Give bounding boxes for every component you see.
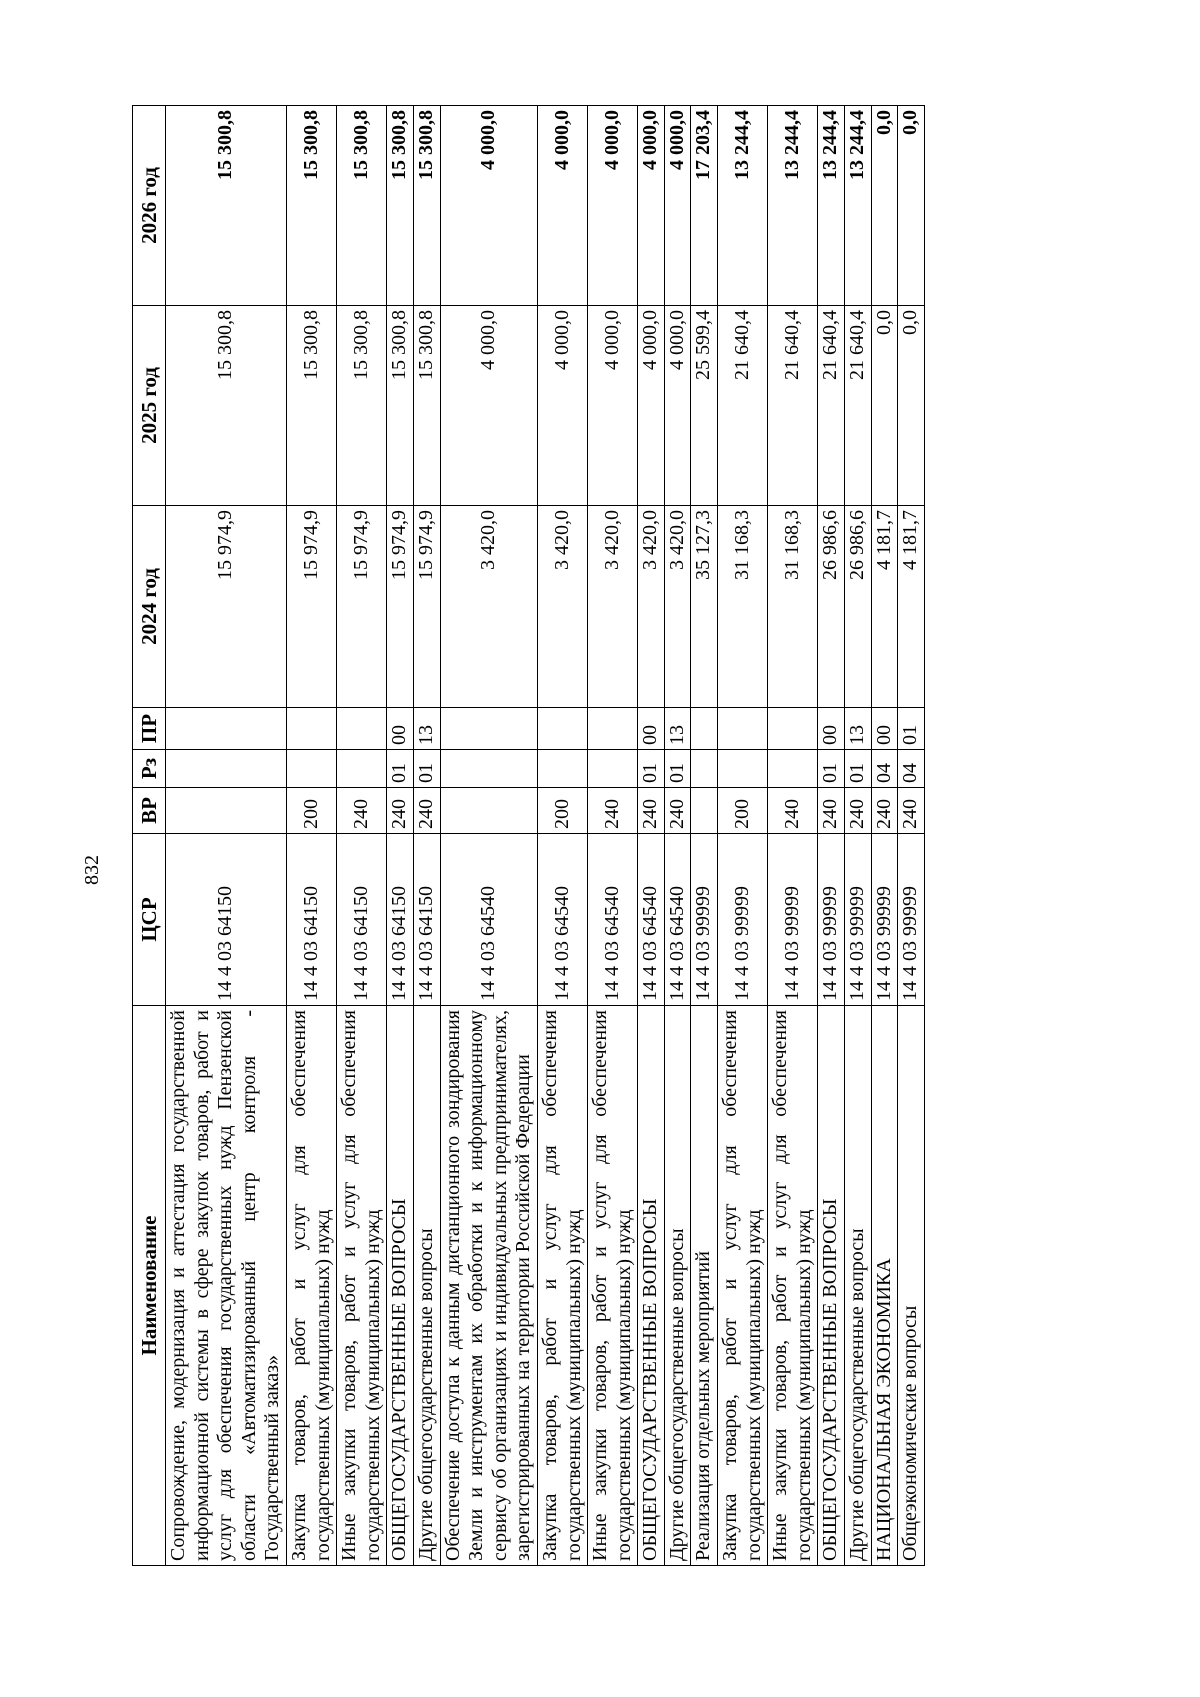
cell-2024: 31 168,3: [718, 506, 768, 708]
cell-pr: [588, 708, 638, 750]
cell-2025: 4 000,0: [638, 306, 665, 506]
cell-2025: 15 300,8: [413, 306, 440, 506]
cell-pr: 13: [664, 708, 691, 750]
table-row: [413, 106, 440, 1566]
rotated-table-container: [132, 106, 1072, 1566]
table-row: [537, 106, 587, 1566]
header-2024: 2024 год: [133, 506, 166, 708]
cell-2026: 13 244,4: [768, 106, 818, 306]
cell-2026: 17 203,4: [691, 106, 718, 306]
cell-2025: 21 640,4: [845, 306, 872, 506]
cell-name: Закупка товаров, работ и услуг для обеспечения государственных (муниципальных) нужд: [718, 1006, 768, 1566]
cell-2024: 35 127,3: [691, 506, 718, 708]
cell-2025: 15 300,8: [166, 306, 287, 506]
table-row: [337, 106, 387, 1566]
cell-rz: [588, 750, 638, 788]
cell-pr: [768, 708, 818, 750]
cell-vr: 240: [413, 788, 440, 834]
table-row: [818, 106, 845, 1566]
cell-vr: 240: [845, 788, 872, 834]
cell-vr: 240: [337, 788, 387, 834]
cell-rz: [286, 750, 336, 788]
cell-rz: [166, 750, 287, 788]
cell-2024: 15 974,9: [286, 506, 336, 708]
cell-pr: 00: [387, 708, 414, 750]
cell-csr: 14 4 03 64540: [440, 834, 537, 1006]
header-2026: 2026 год: [133, 106, 166, 306]
cell-vr: [166, 788, 287, 834]
cell-vr: 200: [286, 788, 336, 834]
cell-rz: [718, 750, 768, 788]
cell-csr: 14 4 03 99999: [718, 834, 768, 1006]
cell-2025: 21 640,4: [768, 306, 818, 506]
table-row: [286, 106, 336, 1566]
cell-2026: 13 244,4: [818, 106, 845, 306]
cell-vr: 240: [638, 788, 665, 834]
cell-2026: 15 300,8: [387, 106, 414, 306]
cell-csr: 14 4 03 64150: [286, 834, 336, 1006]
budget-table: [132, 105, 925, 1566]
cell-2024: 26 986,6: [845, 506, 872, 708]
cell-rz: 04: [898, 750, 925, 788]
cell-2025: 0,0: [898, 306, 925, 506]
cell-2025: 21 640,4: [818, 306, 845, 506]
cell-2024: 26 986,6: [818, 506, 845, 708]
cell-name: Закупка товаров, работ и услуг для обеспечения государственных (муниципальных) нужд: [537, 1006, 587, 1566]
cell-csr: 14 4 03 99999: [768, 834, 818, 1006]
cell-2024: 4 181,7: [898, 506, 925, 708]
cell-csr: 14 4 03 64540: [638, 834, 665, 1006]
cell-csr: 14 4 03 64540: [537, 834, 587, 1006]
cell-name: Общеэкономические вопросы: [898, 1006, 925, 1566]
cell-2024: 15 974,9: [413, 506, 440, 708]
cell-vr: 200: [718, 788, 768, 834]
table-row: [664, 106, 691, 1566]
cell-rz: 01: [387, 750, 414, 788]
cell-pr: [440, 708, 537, 750]
cell-name: Реализация отдельных мероприятий: [691, 1006, 718, 1566]
header-row: [133, 106, 166, 1566]
cell-name: Сопровождение, модернизация и аттестация государственной информационной системы в сфере закупок товаров, работ и услуг для обеспечения государственных нужд Пензенской области «Автоматизированный центр контроля - Государственный заказ»: [166, 1006, 287, 1566]
cell-csr: 14 4 03 64150: [337, 834, 387, 1006]
table-row: [898, 106, 925, 1566]
cell-2024: 3 420,0: [664, 506, 691, 708]
table-row: [387, 106, 414, 1566]
cell-2024: 3 420,0: [638, 506, 665, 708]
table-row: [638, 106, 665, 1566]
cell-name: Закупка товаров, работ и услуг для обеспечения государственных (муниципальных) нужд: [286, 1006, 336, 1566]
table-row: [691, 106, 718, 1566]
table-row: [440, 106, 537, 1566]
cell-vr: 240: [898, 788, 925, 834]
cell-2026: 4 000,0: [588, 106, 638, 306]
table-row: [588, 106, 638, 1566]
page-number: 832: [81, 855, 103, 885]
header-csr: ЦСР: [133, 834, 166, 1006]
cell-2026: 15 300,8: [413, 106, 440, 306]
cell-name: Иные закупки товаров, работ и услуг для обеспечения государственных (муниципальных) нужд: [588, 1006, 638, 1566]
cell-2024: 3 420,0: [440, 506, 537, 708]
cell-vr: 240: [387, 788, 414, 834]
cell-2026: 15 300,8: [166, 106, 287, 306]
cell-2025: 4 000,0: [588, 306, 638, 506]
cell-name: Другие общегосударственные вопросы: [664, 1006, 691, 1566]
cell-pr: [286, 708, 336, 750]
cell-vr: [691, 788, 718, 834]
cell-name: Иные закупки товаров, работ и услуг для обеспечения государственных (муниципальных) нужд: [337, 1006, 387, 1566]
cell-pr: [718, 708, 768, 750]
cell-pr: 00: [871, 708, 898, 750]
cell-2025: 15 300,8: [286, 306, 336, 506]
cell-rz: [337, 750, 387, 788]
cell-pr: 13: [413, 708, 440, 750]
cell-2024: 4 181,7: [871, 506, 898, 708]
cell-2026: 0,0: [871, 106, 898, 306]
cell-rz: 01: [818, 750, 845, 788]
cell-name: ОБЩЕГОСУДАРСТВЕННЫЕ ВОПРОСЫ: [818, 1006, 845, 1566]
cell-rz: [768, 750, 818, 788]
header-rz: Рз: [133, 750, 166, 788]
cell-csr: 14 4 03 64540: [664, 834, 691, 1006]
cell-csr: 14 4 03 99999: [898, 834, 925, 1006]
cell-csr: 14 4 03 64540: [588, 834, 638, 1006]
cell-rz: 04: [871, 750, 898, 788]
cell-name: Другие общегосударственные вопросы: [845, 1006, 872, 1566]
cell-vr: 240: [871, 788, 898, 834]
cell-2026: 0,0: [898, 106, 925, 306]
cell-2026: 4 000,0: [440, 106, 537, 306]
cell-rz: [691, 750, 718, 788]
cell-2026: 4 000,0: [664, 106, 691, 306]
cell-vr: [440, 788, 537, 834]
cell-name: ОБЩЕГОСУДАРСТВЕННЫЕ ВОПРОСЫ: [638, 1006, 665, 1566]
table-row: [718, 106, 768, 1566]
header-pr: ПР: [133, 708, 166, 750]
cell-pr: 00: [638, 708, 665, 750]
cell-2025: 0,0: [871, 306, 898, 506]
cell-name: Обеспечение доступа к данным дистанционного зондирования Земли и инструментам их обработки и к информационному сервису об организациях и индивидуальных предпринимателях, зарегистрированных на территории Российской Федерации: [440, 1006, 537, 1566]
table-row: [166, 106, 287, 1566]
cell-2026: 15 300,8: [337, 106, 387, 306]
cell-2026: 4 000,0: [638, 106, 665, 306]
table-row: [768, 106, 818, 1566]
cell-2025: 4 000,0: [664, 306, 691, 506]
cell-pr: 13: [845, 708, 872, 750]
cell-name: Другие общегосударственные вопросы: [413, 1006, 440, 1566]
cell-pr: [691, 708, 718, 750]
cell-2025: 15 300,8: [387, 306, 414, 506]
table-row: [871, 106, 898, 1566]
cell-pr: [337, 708, 387, 750]
cell-2025: 4 000,0: [440, 306, 537, 506]
cell-vr: 240: [768, 788, 818, 834]
table-row: [845, 106, 872, 1566]
cell-2026: 15 300,8: [286, 106, 336, 306]
cell-2025: 15 300,8: [337, 306, 387, 506]
cell-pr: 00: [818, 708, 845, 750]
cell-2024: 3 420,0: [537, 506, 587, 708]
cell-pr: [537, 708, 587, 750]
table-body: [166, 106, 925, 1566]
cell-2026: 13 244,4: [845, 106, 872, 306]
cell-rz: 01: [845, 750, 872, 788]
cell-rz: 01: [413, 750, 440, 788]
cell-rz: [537, 750, 587, 788]
cell-name: НАЦИОНАЛЬНАЯ ЭКОНОМИКА: [871, 1006, 898, 1566]
cell-name: Иные закупки товаров, работ и услуг для обеспечения государственных (муниципальных) нужд: [768, 1006, 818, 1566]
cell-vr: 200: [537, 788, 587, 834]
cell-2024: 15 974,9: [166, 506, 287, 708]
cell-2026: 4 000,0: [537, 106, 587, 306]
header-vr: ВР: [133, 788, 166, 834]
cell-2024: 15 974,9: [337, 506, 387, 708]
cell-pr: 01: [898, 708, 925, 750]
cell-name: ОБЩЕГОСУДАРСТВЕННЫЕ ВОПРОСЫ: [387, 1006, 414, 1566]
cell-2026: 13 244,4: [718, 106, 768, 306]
cell-2024: 31 168,3: [768, 506, 818, 708]
cell-csr: 14 4 03 99999: [845, 834, 872, 1006]
cell-2025: 21 640,4: [718, 306, 768, 506]
cell-vr: 240: [818, 788, 845, 834]
cell-rz: 01: [664, 750, 691, 788]
cell-2024: 3 420,0: [588, 506, 638, 708]
cell-vr: 240: [588, 788, 638, 834]
header-name: Наименование: [133, 1006, 166, 1566]
cell-2025: 25 599,4: [691, 306, 718, 506]
cell-csr: 14 4 03 64150: [166, 834, 287, 1006]
cell-2024: 15 974,9: [387, 506, 414, 708]
cell-csr: 14 4 03 99999: [871, 834, 898, 1006]
cell-rz: 01: [638, 750, 665, 788]
cell-2025: 4 000,0: [537, 306, 587, 506]
cell-csr: 14 4 03 64150: [387, 834, 414, 1006]
cell-csr: 14 4 03 99999: [818, 834, 845, 1006]
cell-csr: 14 4 03 64150: [413, 834, 440, 1006]
cell-pr: [166, 708, 287, 750]
cell-csr: 14 4 03 99999: [691, 834, 718, 1006]
header-2025: 2025 год: [133, 306, 166, 506]
cell-vr: 240: [664, 788, 691, 834]
cell-rz: [440, 750, 537, 788]
